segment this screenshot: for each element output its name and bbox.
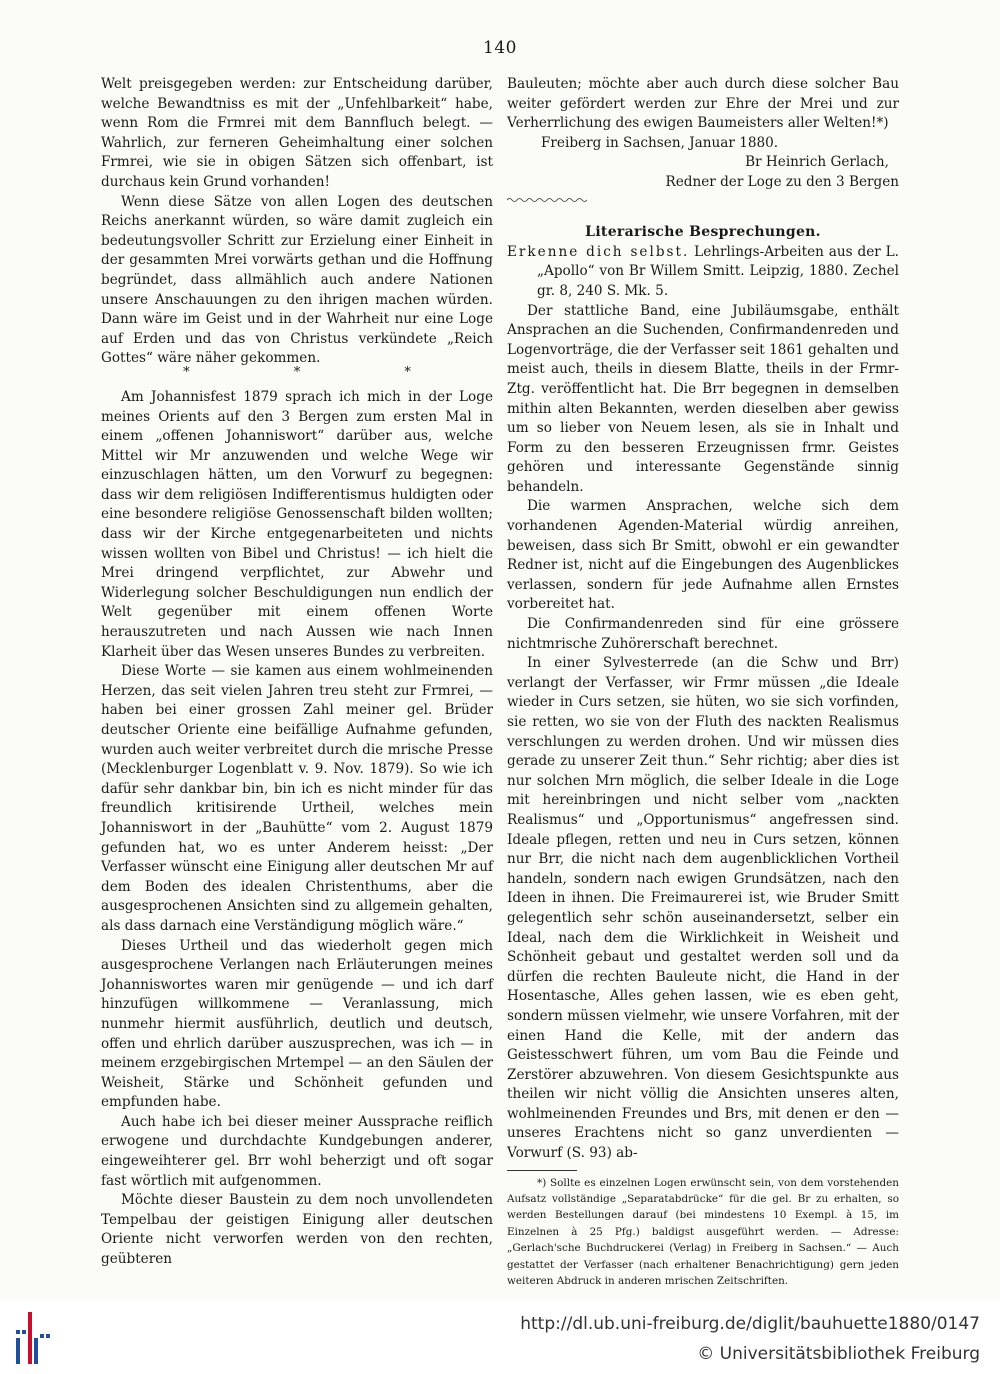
review-paragraph-4: In einer Sylvesterrede (an die Schw und Brr) verlangt der Verfasser, wir Frmr müssen „die Ideale wieder in Curs setzen, sie hüten, wo sie sich vorfinden, sie retten, wo sie von der Fluth des nackten Realismus verschlungen zu werden drohen. Und wir müssen dies gerade zu unserer Zeit thun.“ Sehr richtig; aber dies ist nur solchen Mrn möglich, die selber Ideale in die Loge mit hereinbringen und nicht selber vom „nackten Realismus“ und „Opportunismus“ angefressen sind. Ideale pflegen, retten und neu in Curs setzen, können nur Brr, die nicht nach dem augenblicklichen Vortheil handeln, sondern nach ewigen Grundsätzen, nach den Ideen in ihnen. Die Freimaurerei ist, wie Bruder Smitt gelegentlich sehr schön auseinandersetzt, selber ein Ideal, nach dem die Wirklichkeit in Weisheit und Schönheit gebaut und gestaltet werden soll und da dürfen die rechten Bauleute nicht, die Hand in der Hosentasche, Alles gehen lassen, wie es eben geht, sondern müssen vielmehr, wie unsere Vorfahren, mit der einen Hand die Kelle, mit der andern das Geistesschwert führen, um vom Bau die Feinde und Zerstörer abzuwehren. Von diesem Gesichtspunkte aus theilen wir nicht völlig die Ansichten unseres alten, wohlmeinenden Freundes und Brs, mit denen er den — unseres Erachtens nicht so ganz unverdienten — Vorwurf (S. 93) ab-	[507, 655, 899, 1162]
review-paragraph-3: Die Confirmandenreden sind für eine grössere nichtmrische Zuhörerschaft berechnet.	[507, 616, 899, 652]
divider-ornament	[507, 197, 587, 203]
signature-role: Redner der Loge zu den 3 Bergen	[665, 173, 899, 190]
book-entry	[507, 243, 899, 302]
left-paragraph-7: Möchte dieser Baustein zu dem noch unvollendeten Tempelbau der geistigen Einigung aller deutschen Oriente nicht verworfen werden von den rechten, geübteren	[101, 1192, 493, 1268]
permalink-url[interactable]: http://dl.ub.uni-freiburg.de/diglit/bauhuette1880/0147	[520, 1314, 980, 1334]
footnote	[507, 1175, 899, 1290]
footnote-text: *) Sollte es einzelnen Logen erwünscht sein, von dem vorstehenden Aufsatz vollständige „Separatabdrücke“ für die gel. Br zu erhalten, so werden Bestellungen darauf (bei mindestens 10 Exempl. à 15, im Einzelnen à 25 Pfg.) baldigst ausgeführt werden. — Adresse: „Gerlach'sche Buchdruckerei (Verlag) in Freiberg in Sachsen.“ — Auch gestattet der Verfasser (nach erhaltener Benachrichtigung) gern jeden weiteren Abdruck in anderen mrischen Zeitschriften.	[507, 1176, 899, 1288]
left-paragraph-6: Auch habe ich bei dieser meiner Aussprache reiflich erwogene und durchdachte Kundgebungen anderer, eingeweihterer gel. Brr wohl beherzigt und oft sogar fast wörtlich mit aufgenommen.	[101, 1113, 493, 1189]
left-paragraph-2: Wenn diese Sätze von allen Logen des deutschen Reichs anerkannt würden, so wäre damit zugleich ein bedeutungsvoller Schritt zur Erzielung einer Einheit in der gesammten Mrei vorwärts gethan und die Hoffnung begründet, dass allmählich auch andere Nationen unsere Anschauungen zu den ihrigen machen würden. Dann wäre im Geist und in der Wahrheit nur eine Loge auf Erden und das von Christus verkündete „Reich Gottes“ wäre näher gekommen.	[101, 193, 493, 367]
footnote-rule	[507, 1170, 577, 1171]
review-paragraph-2: Die warmen Ansprachen, welche sich dem vorhandenen Agenden-Material würdig anreihen, beweisen, dass sich Br Smitt, obwohl er ein gewandter Redner ist, nicht auf die Eingebungen des Augenblickes verlassen, sondern für jede Aufnahme allen Ernstes vorbereitet hat.	[507, 498, 899, 613]
left-paragraph-5: Dieses Urtheil und das wiederholt gegen mich ausgesprochene Verlangen nach Erläuterungen meines Johanniswortes waren mir genügende — und ich darf hinzufügen willkommene — Veranlassung, mich nunmehr hiermit ausführlich, deutlich und deutsch, offen und ehrlich darüber auszusprechen, was ich — in meinem erzgebirgischen Mrtempel — an den Säulen der Weisheit, Stärke und Schönheit gefunden und empfunden habe.	[101, 937, 493, 1111]
left-column	[101, 75, 493, 1270]
section-title: Literarische Besprechungen.	[585, 224, 821, 241]
signature-name: Br Heinrich Gerlach,	[745, 154, 889, 171]
section-stars: * * *	[183, 364, 461, 380]
right-continuation: Bauleuten; möchte aber auch durch diese solcher Bau weiter gefördert werden zur Ehre der Mrei und zur Verherrlichung des ewigen Baumeisters aller Welten!*)	[507, 76, 899, 132]
right-column	[507, 75, 899, 1290]
book-title: Erkenne dich selbst.	[507, 243, 690, 260]
left-paragraph-3: Am Johannisfest 1879 sprach ich mich in der Loge meines Orients auf den 3 Bergen zum ersten Mal in einem „offenen Johanniswort“ darüber aus, welche Mittel wir Mr anzuwenden und welche Wege wir einzuschlagen hätten, um den Vorwurf zu begegnen: dass wir dem religiösen Indifferentismus huldigten oder eine besondere religiöse Genossenschaft bilden wollten; dass wir der Kirche entgegenarbeiteten und nichts wissen wollten von Bibel und Christus! — ich hielt die Mrei dringend verpflichtet, zur Abwehr und Widerlegung solcher Beschuldigungen nun endlich der Welt gegenüber mit einem offenen Worte herauszutreten und nach Aussen wie nach Innen Klarheit über das Wesen unseres Bundes zu verbreiten.	[101, 388, 493, 660]
copyright-notice: © Universitätsbibliothek Freiburg	[697, 1344, 980, 1364]
place-date: Freiberg in Sachsen, Januar 1880.	[541, 134, 779, 151]
library-footer	[0, 1300, 1000, 1374]
page-number: 140	[483, 38, 517, 58]
left-paragraph-1: Welt preisgegeben werden: zur Entscheidung darüber, welche Bewandtniss es mit der „Unfehlbarkeit“ habe, wenn Rom die Frmrei mit dem Bannfluch belegt. — Wahrlich, zur ferneren Geheimhaltung einer solchen Frmrei, wie sie in obigen Sätzen sich offenbart, ist durchaus kein Grund vorhanden!	[101, 76, 493, 190]
book-reference: Lehrlings-Arbeiten aus der L. „Apollo“ von Br Willem Smitt. Leipzig, 1880. Zechel gr. 8, 240 S. Mk. 5.	[537, 243, 899, 299]
ub-freiburg-logo-icon	[14, 1308, 54, 1368]
review-paragraph-1: Der stattliche Band, eine Jubiläumsgabe, enthält Ansprachen an die Suchenden, Confirmandenreden und Logenvorträge, die der Verfasser seit 1861 gehalten und meist auch, theils in diesem Blatte, theils in der Frmr-Ztg. veröffentlicht hat. Die Brr begegnen in demselben mithin alten Bekannten, werden dieselben aber gewiss um so lieber von Neuem lesen, als sie in Inhalt und Form zu den besseren Erzeugnissen frmr. Geistes gehören und interessante Gegenstände sinnig behandeln.	[507, 302, 899, 495]
left-paragraph-4: Diese Worte — sie kamen aus einem wohlmeinenden Herzen, das seit vielen Jahren treu steht zur Frmrei, — haben bei einer grossen Zahl meiner gel. Brüder deutscher Oriente eine beifällige Aufnahme gefunden, wurden auch weiter verbreitet durch die mrische Presse (Mecklenburger Logenblatt v. 9. Nov. 1879). So wie ich dafür sehr dankbar bin, bin ich es nicht minder für das freundlich kritisirende Urtheil, welches mein Johanniswort in der „Bauhütte“ vom 2. August 1879 gefunden hat, wo es unter Anderem heisst: „Der Verfasser wünscht eine Einigung aller deutschen Mr auf dem Boden des idealen Christenthums, aber die ausgesprochenen Ansichten sind zu allgemein gehalten, als dass darnach eine Verständigung möglich wäre.“	[101, 663, 493, 934]
